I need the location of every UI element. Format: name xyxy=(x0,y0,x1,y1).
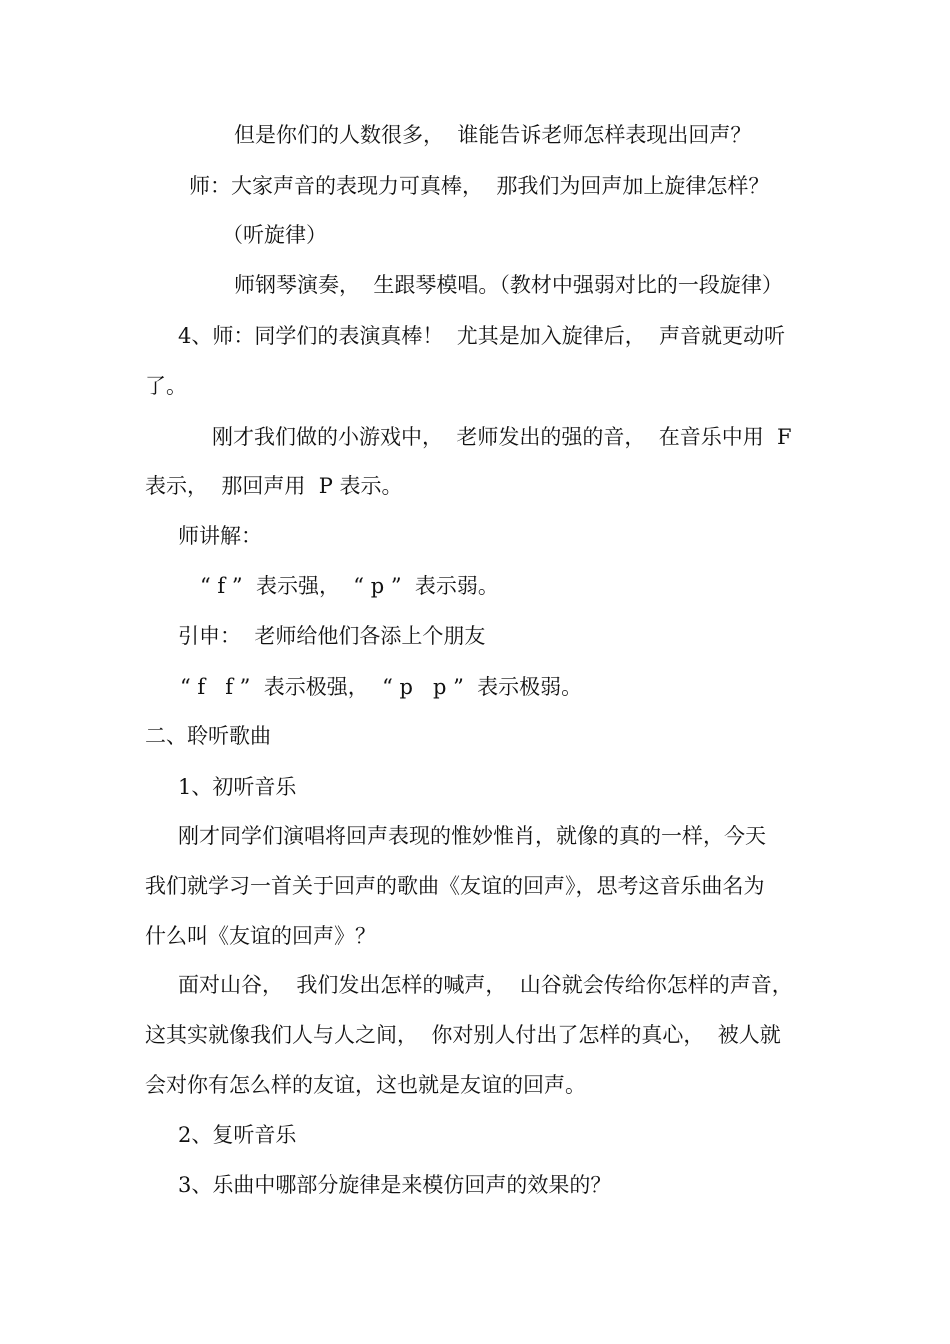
text-line: 引申： 老师给他们各添上个朋友 xyxy=(178,624,486,648)
text-line: 这其实就像我们人与人之间， 你对别人付出了怎样的真心， 被人就 xyxy=(145,1023,781,1047)
text-line: 面对山谷， 我们发出怎样的喊声， 山谷就会传给你怎样的声音， xyxy=(178,973,793,997)
text-line: 师讲解： xyxy=(178,524,262,548)
text-line: 但是你们的人数很多， 谁能告诉老师怎样表现出回声？ xyxy=(234,123,752,147)
section-heading: 二、聆听歌曲 xyxy=(145,724,271,748)
text-line: 3、乐曲中哪部分旋律是来模仿回声的效果的？ xyxy=(178,1173,612,1197)
text-line: 表示， 那回声用 P 表示。 xyxy=(145,474,403,498)
text-line: 我们就学习一首关于回声的歌曲《友谊的回声》，思考这音乐曲名为 xyxy=(145,874,765,898)
text-line: “ f f ” 表示极强， “ p p ” 表示极弱。 xyxy=(180,675,583,699)
text-line: 会对你有怎么样的友谊，这也就是友谊的回声。 xyxy=(145,1073,586,1097)
subsection-heading: 2、复听音乐 xyxy=(178,1123,297,1147)
text-line: 师钢琴演奏， 生跟琴模唱。（教材中强弱对比的一段旋律） xyxy=(234,273,783,297)
text-line: “ f ” 表示强， “ p ” 表示弱。 xyxy=(200,574,499,598)
text-line: 师：大家声音的表现力可真棒， 那我们为回声加上旋律怎样？ xyxy=(189,174,770,198)
text-line: （听旋律） xyxy=(222,223,327,247)
text-line: 刚才我们做的小游戏中， 老师发出的强的音， 在音乐中用 F xyxy=(212,425,792,449)
text-line: 刚才同学们演唱将回声表现的惟妙惟肖，就像的真的一样，今天 xyxy=(178,824,766,848)
text-line: 了。 xyxy=(145,374,187,398)
subsection-heading: 1、初听音乐 xyxy=(178,775,297,799)
text-line: 4、师：同学们的表演真棒！ 尤其是加入旋律后， 声音就更动听 xyxy=(178,324,786,348)
text-line: 什么叫《友谊的回声》？ xyxy=(145,924,376,948)
